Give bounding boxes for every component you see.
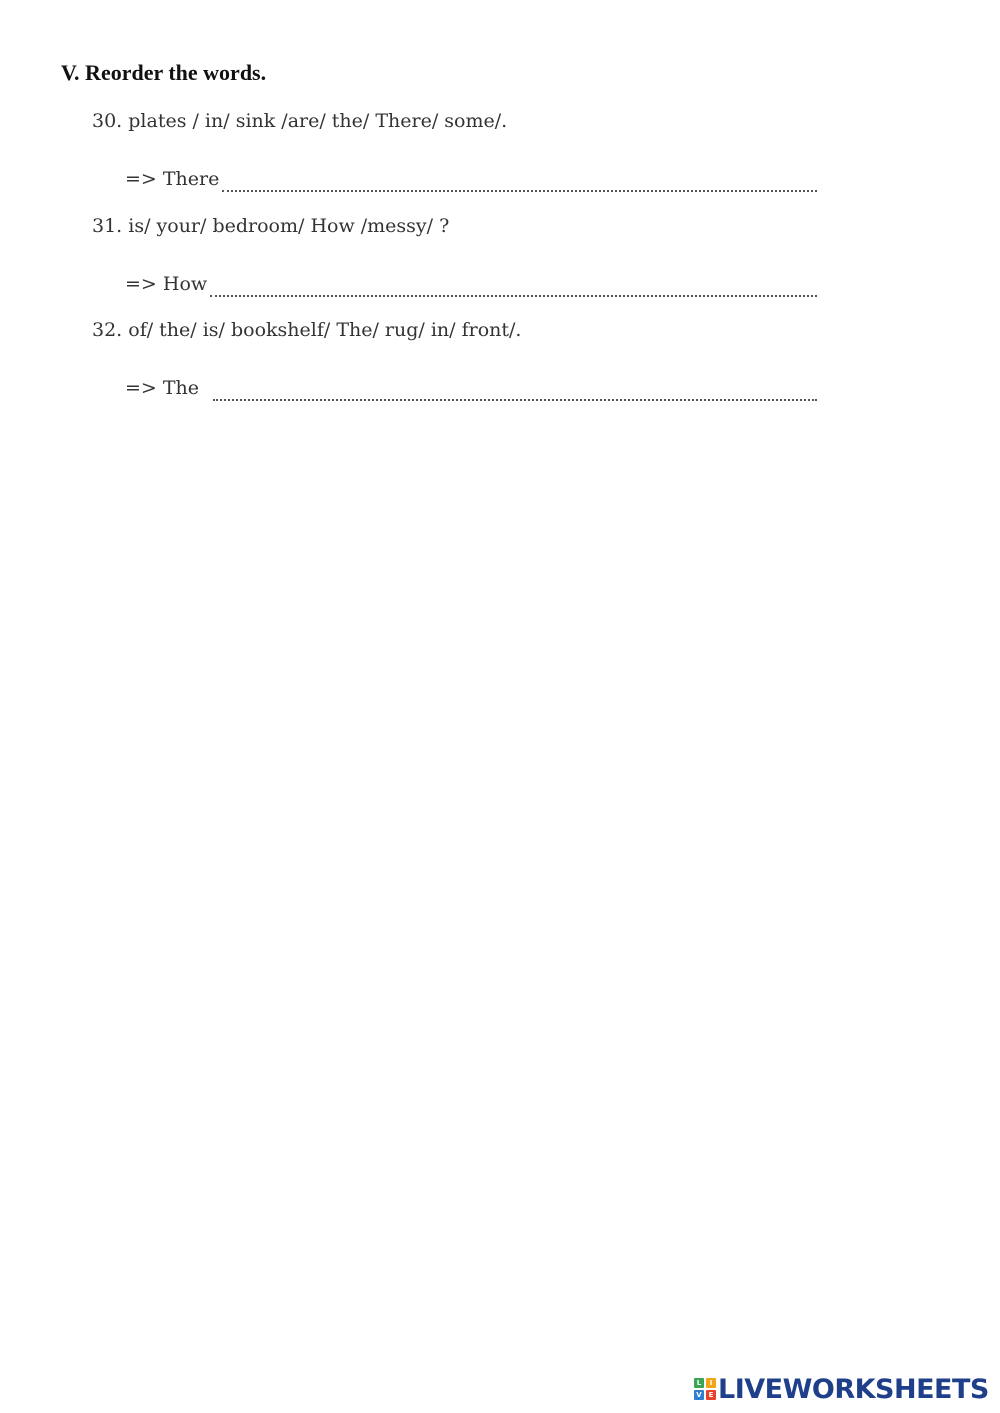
- answer-input-31[interactable]: [210, 291, 817, 297]
- question-30-prompt: 30. plates / in/ sink /are/ the/ There/ some/.: [92, 110, 508, 132]
- answer-row-32: [125, 377, 817, 405]
- logo-mark-tile: E: [706, 1390, 716, 1400]
- logo-mark-tile: I: [706, 1378, 716, 1388]
- logo-mark-tile: L: [694, 1378, 704, 1388]
- logo-mark-icon: [694, 1378, 716, 1400]
- answer-prefix: => How: [125, 273, 208, 295]
- section-title: V. Reorder the words.: [61, 60, 267, 85]
- answer-input-32[interactable]: [213, 395, 817, 401]
- logo-mark-tile: V: [694, 1390, 704, 1400]
- question-31-prompt: 31. is/ your/ bedroom/ How /messy/ ?: [92, 215, 450, 237]
- answer-prefix: => There: [125, 168, 220, 190]
- answer-prefix: => The: [125, 377, 206, 399]
- answer-input-30[interactable]: [222, 186, 817, 192]
- answer-row-31: [125, 273, 817, 301]
- liveworksheets-logo: [694, 1374, 989, 1404]
- answer-row-30: [125, 168, 817, 196]
- question-32-prompt: 32. of/ the/ is/ bookshelf/ The/ rug/ in/ front/.: [92, 319, 522, 341]
- logo-text: LIVEWORKSHEETS: [718, 1373, 989, 1405]
